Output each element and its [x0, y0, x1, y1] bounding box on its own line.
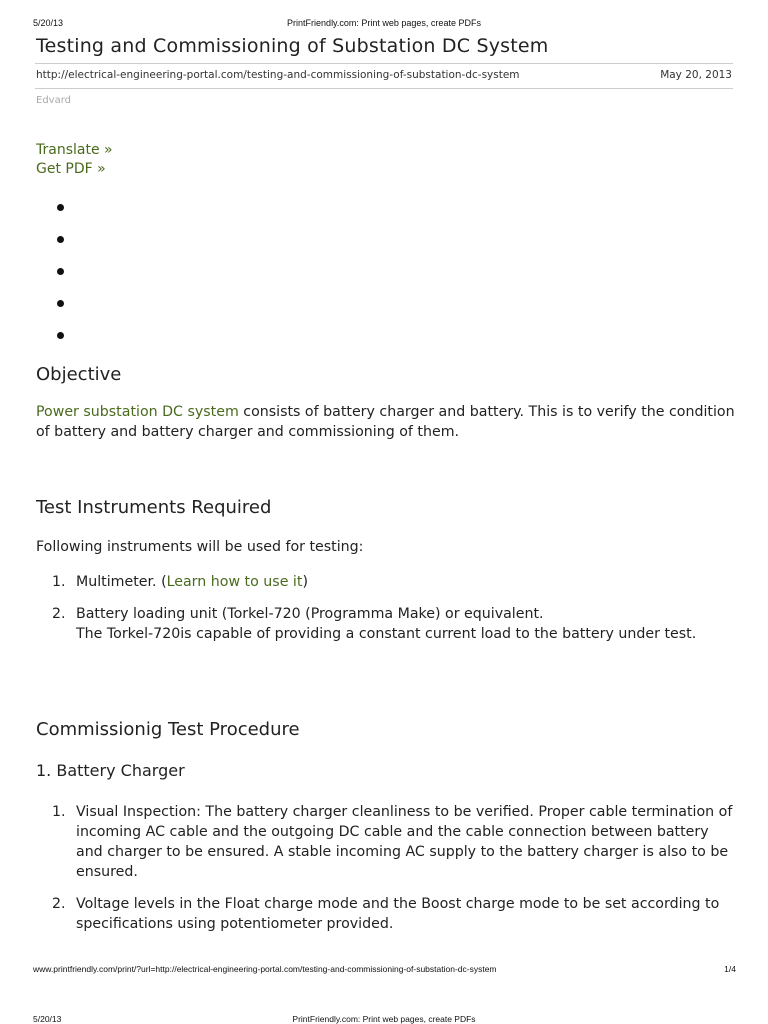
footer-url: www.printfriendly.com/print/?url=http://electrical-engineering-portal.com/testing-and-commissioning-of-substation-dc-system: [33, 964, 497, 974]
next-page-title: PrintFriendly.com: Print web pages, create PDFs: [292, 1014, 476, 1024]
bullet-icon: [57, 268, 64, 275]
bullet-icon: [57, 236, 64, 243]
list-item: [36, 604, 736, 644]
learn-how-link[interactable]: Learn how to use it: [166, 574, 303, 590]
bullet-icon: [57, 300, 64, 307]
article-date: May 20, 2013: [660, 69, 732, 81]
objective-paragraph: [36, 402, 736, 442]
print-header: [0, 18, 768, 32]
author-name: Edvard: [36, 95, 71, 106]
power-substation-dc-link[interactable]: Power substation DC system: [36, 404, 239, 420]
bullet-icon: [57, 332, 64, 339]
instruments-intro: Following instruments will be used for testing:: [36, 539, 364, 555]
translate-link[interactable]: Translate »: [36, 142, 113, 158]
next-page-date: 5/20/13: [33, 1014, 62, 1024]
item-text: Voltage levels in the Float charge mode and the Boost charge mode to be set according to specifications using potentiometer provided.: [76, 896, 720, 932]
objective-text: consists of battery charger and battery. This is to verify the condition of battery and battery charger and commissioning of them.: [36, 404, 735, 440]
title-divider: [35, 63, 733, 64]
procedure-heading: Commissionig Test Procedure: [36, 719, 300, 740]
objective-heading: Objective: [36, 364, 122, 385]
item-number: 1.: [52, 574, 66, 590]
item-number: 1.: [52, 804, 66, 820]
list-item: [36, 572, 736, 592]
item-text: ): [302, 574, 308, 590]
page-number: 1/4: [724, 964, 736, 974]
procedure-subheading: 1. Battery Charger: [36, 761, 185, 780]
article-url[interactable]: http://electrical-engineering-portal.com/testing-and-commissioning-of-substation-dc-system: [36, 69, 520, 81]
instruments-heading: Test Instruments Required: [36, 497, 272, 518]
page-title: Testing and Commissioning of Substation DC System: [36, 35, 549, 57]
item-text: The Torkel-720is capable of providing a constant current load to the battery under test.: [76, 626, 697, 642]
print-header-title: PrintFriendly.com: Print web pages, create PDFs: [287, 18, 481, 28]
list-item: [36, 894, 736, 934]
item-number: 2.: [52, 606, 66, 622]
instruments-list: [36, 572, 736, 656]
item-text: Visual Inspection: The battery charger cleanliness to be verified. Proper cable termination of incoming AC cable and the outgoing DC cable and the cable connection between battery and charger to be ensured. A stable incoming AC supply to the battery charger is also to be ensured.: [76, 804, 733, 880]
procedure-list: [36, 802, 736, 946]
item-number: 2.: [52, 896, 66, 912]
item-text: Multimeter. (: [76, 574, 167, 590]
meta-divider: [35, 88, 733, 89]
list-item: [36, 802, 736, 882]
bullet-icon: [57, 204, 64, 211]
get-pdf-link[interactable]: Get PDF »: [36, 161, 106, 177]
item-text: Battery loading unit (Torkel-720 (Programma Make) or equivalent.: [76, 606, 544, 622]
print-date: 5/20/13: [33, 18, 64, 28]
